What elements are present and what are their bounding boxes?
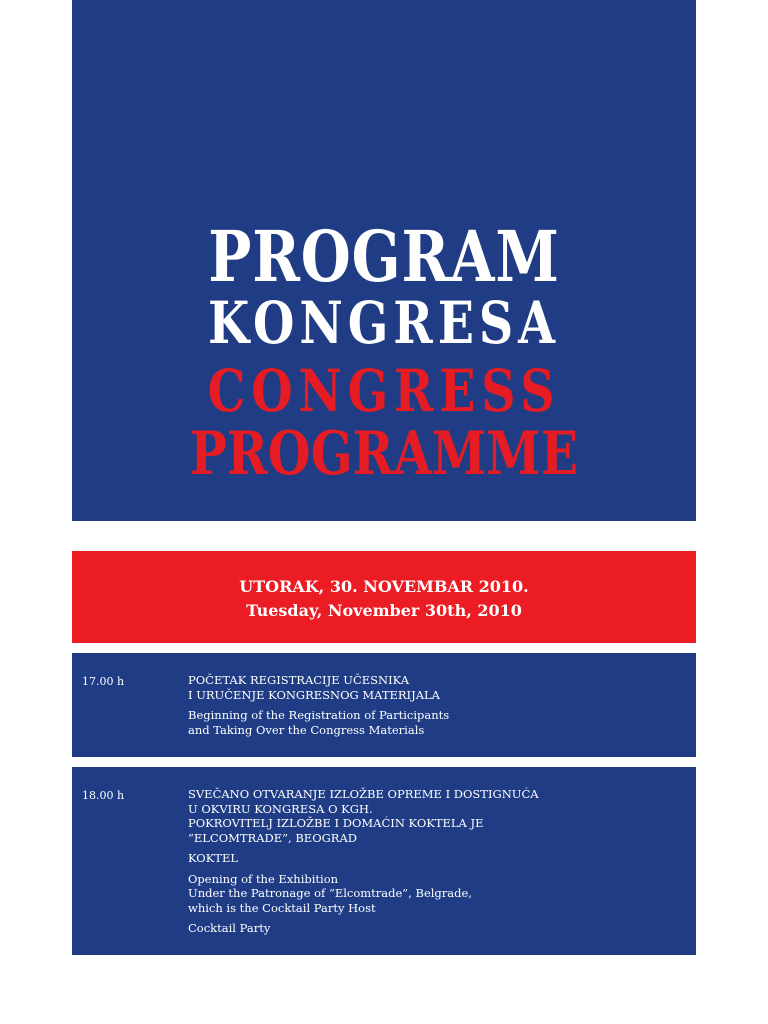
session-english-line: which is the Cocktail Party Host — [188, 900, 376, 915]
cover-panel — [72, 0, 696, 521]
date-english: Tuesday, November 30th, 2010 — [246, 601, 522, 620]
cover-title — [72, 215, 696, 489]
session-block — [72, 653, 696, 757]
session-local-line: U OKVIRU KONGRESA O KGH. — [188, 801, 373, 816]
session-local-line: I URUČENJE KONGRESNOG MATERIJALA — [188, 687, 440, 702]
session-local-line: SVEČANO OTVARANJE IZLOŽBE OPREME I DOSTIGNUĆA — [188, 787, 539, 801]
session-content — [188, 787, 678, 936]
session-local-extra: KOKTEL — [188, 851, 239, 865]
date-band — [72, 551, 696, 643]
title-line-program: PROGRAM — [208, 215, 560, 298]
session-english-line: Under the Patronage of “Elcomtrade”, Belgrade, — [188, 886, 472, 900]
date-local: UTORAK, 30. NOVEMBAR 2010. — [239, 577, 529, 596]
session-block — [72, 767, 696, 955]
title-line-congress: CONGRESS — [207, 357, 561, 425]
title-line-kongresa: KONGRESA — [208, 289, 560, 357]
session-local-line: POKROVITELJ IZLOŽBE I DOMAĆIN KOKTELA JE — [188, 816, 484, 830]
session-english-line: Beginning of the Registration of Participants — [188, 708, 450, 722]
title-line-programme: PROGRAMME — [189, 419, 579, 489]
session-english-extra: Cocktail Party — [188, 921, 271, 935]
session-english-line: and Taking Over the Congress Materials — [188, 722, 425, 737]
session-local-line: POČETAK REGISTRACIJE UČESNIKA — [188, 673, 410, 687]
session-english-line: Opening of the Exhibition — [188, 871, 339, 886]
session-time: 17.00 h — [82, 675, 125, 688]
session-content — [188, 673, 678, 737]
session-local-line: “ELCOMTRADE”, BEOGRAD — [188, 830, 357, 845]
session-time: 18.00 h — [82, 789, 125, 802]
